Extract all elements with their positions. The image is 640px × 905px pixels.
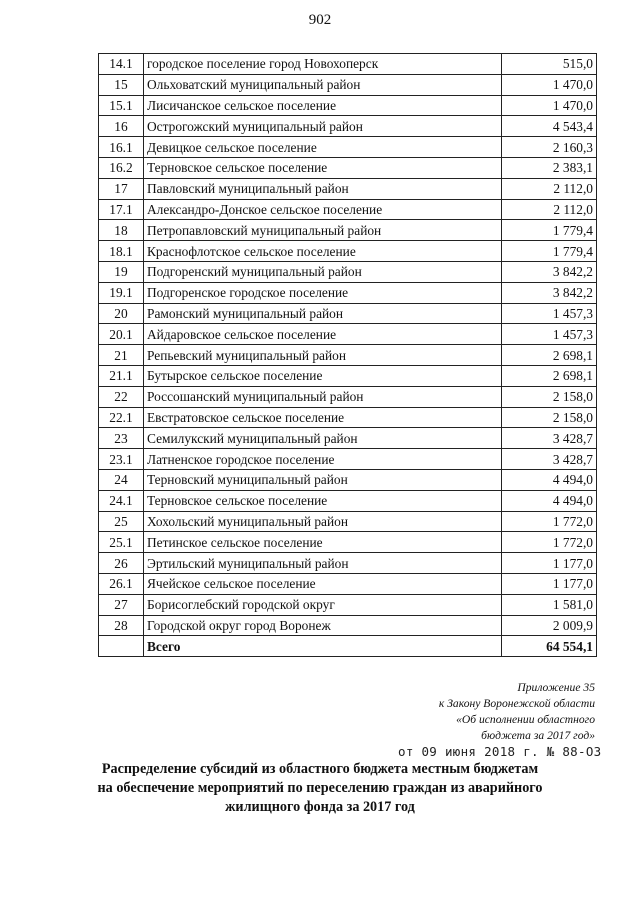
row-amount: 2 009,9 (502, 615, 597, 636)
table-row (99, 428, 597, 449)
row-amount: 2 698,1 (502, 365, 597, 386)
row-name: Хохольский муниципальный район (144, 511, 502, 532)
row-name: Ольховатский муниципальный район (144, 74, 502, 95)
row-number: 22 (99, 386, 144, 407)
row-number: 20 (99, 303, 144, 324)
table-row (99, 615, 597, 636)
row-number: 21 (99, 345, 144, 366)
table-row (99, 365, 597, 386)
table-row (99, 95, 597, 116)
appendix-note (439, 680, 595, 744)
row-number: 19 (99, 261, 144, 282)
table-row (99, 594, 597, 615)
appendix-law: к Закону Воронежской области (438, 697, 595, 710)
row-number: 19.1 (99, 282, 144, 303)
row-amount: 3 428,7 (502, 428, 597, 449)
row-number: 22.1 (99, 407, 144, 428)
heading-line-3: жилищного фонда за 2017 год (225, 799, 415, 815)
table-row (99, 469, 597, 490)
row-number (99, 636, 144, 657)
row-number: 23.1 (99, 449, 144, 470)
row-amount: 1 779,4 (502, 220, 597, 241)
row-number: 16.1 (99, 137, 144, 158)
row-name: Терновский муниципальный район (144, 469, 502, 490)
row-number: 18.1 (99, 241, 144, 262)
row-number: 26 (99, 553, 144, 574)
row-amount: 3 428,7 (502, 449, 597, 470)
row-number: 16 (99, 116, 144, 137)
appendix-title: Приложение 35 (517, 681, 595, 694)
heading-line-2: на обеспечение мероприятий по переселению граждан из аварийного (97, 780, 543, 796)
row-name: Петинское сельское поселение (144, 532, 502, 553)
row-name: Евстратовское сельское поселение (144, 407, 502, 428)
row-number: 26.1 (99, 573, 144, 594)
row-amount: 1 457,3 (502, 324, 597, 345)
subsidy-table (98, 53, 597, 657)
table-row (99, 220, 597, 241)
row-number: 25.1 (99, 532, 144, 553)
table-row (99, 74, 597, 95)
row-number: 17.1 (99, 199, 144, 220)
row-amount: 2 160,3 (502, 137, 597, 158)
row-name: Острогожский муниципальный район (144, 116, 502, 137)
table-row (99, 241, 597, 262)
table-row (99, 345, 597, 366)
table-row (99, 324, 597, 345)
row-number: 15 (99, 74, 144, 95)
appendix-law-name-cont: бюджета за 2017 год» (481, 729, 595, 742)
table-row (99, 303, 597, 324)
row-name: Девицкое сельское поселение (144, 137, 502, 158)
section-heading (0, 760, 640, 817)
row-number: 24 (99, 469, 144, 490)
appendix-law-name: «Об исполнении областного (456, 713, 595, 726)
row-name: Бутырское сельское поселение (144, 365, 502, 386)
row-amount: 4 494,0 (502, 490, 597, 511)
row-number: 21.1 (99, 365, 144, 386)
row-amount: 2 698,1 (502, 345, 597, 366)
row-name: Латненское городское поселение (144, 449, 502, 470)
row-number: 24.1 (99, 490, 144, 511)
row-amount: 64 554,1 (502, 636, 597, 657)
row-amount: 4 543,4 (502, 116, 597, 137)
row-amount: 1 581,0 (502, 594, 597, 615)
row-amount: 1 470,0 (502, 95, 597, 116)
table-row (99, 490, 597, 511)
row-name: Лисичанское сельское поселение (144, 95, 502, 116)
row-number: 15.1 (99, 95, 144, 116)
table-row (99, 407, 597, 428)
row-name: Борисоглебский городской округ (144, 594, 502, 615)
row-number: 23 (99, 428, 144, 449)
row-number: 25 (99, 511, 144, 532)
row-amount: 2 383,1 (502, 157, 597, 178)
row-amount: 3 842,2 (502, 261, 597, 282)
table-body (99, 54, 597, 657)
row-name: Городской округ город Воронеж (144, 615, 502, 636)
row-name: Александро-Донское сельское поселение (144, 199, 502, 220)
table-row (99, 553, 597, 574)
table-row (99, 157, 597, 178)
table-row (99, 178, 597, 199)
row-name: Краснофлотское сельское поселение (144, 241, 502, 262)
table-row (99, 54, 597, 75)
row-amount: 3 842,2 (502, 282, 597, 303)
row-number: 18 (99, 220, 144, 241)
table-row (99, 137, 597, 158)
row-amount: 2 158,0 (502, 407, 597, 428)
row-amount: 2 158,0 (502, 386, 597, 407)
table-row (99, 532, 597, 553)
table-row (99, 449, 597, 470)
row-name: Павловский муниципальный район (144, 178, 502, 199)
table-row (99, 511, 597, 532)
row-name: Россошанский муниципальный район (144, 386, 502, 407)
row-number: 14.1 (99, 54, 144, 75)
table-row (99, 573, 597, 594)
page-number: 902 (308, 12, 332, 28)
row-name: Подгоренский муниципальный район (144, 261, 502, 282)
row-name: Репьевский муниципальный район (144, 345, 502, 366)
row-amount: 515,0 (502, 54, 597, 75)
row-number: 27 (99, 594, 144, 615)
row-amount: 1 470,0 (502, 74, 597, 95)
row-amount: 2 112,0 (502, 178, 597, 199)
row-name: Эртильский муниципальный район (144, 553, 502, 574)
row-name: городское поселение город Новохоперск (144, 54, 502, 75)
row-amount: 1 457,3 (502, 303, 597, 324)
row-amount: 1 772,0 (502, 532, 597, 553)
row-name: Айдаровское сельское поселение (144, 324, 502, 345)
row-name: Петропавловский муниципальный район (144, 220, 502, 241)
row-amount: 1 772,0 (502, 511, 597, 532)
table-row (99, 261, 597, 282)
row-name: Терновское сельское поселение (144, 490, 502, 511)
row-name: Всего (144, 636, 502, 657)
row-amount: 2 112,0 (502, 199, 597, 220)
table-row (99, 386, 597, 407)
row-name: Подгоренское городское поселение (144, 282, 502, 303)
heading-line-1: Распределение субсидий из областного бюджета местным бюджетам (101, 761, 539, 777)
table-row (99, 199, 597, 220)
total-row (99, 636, 597, 657)
row-number: 28 (99, 615, 144, 636)
row-number: 17 (99, 178, 144, 199)
row-amount: 4 494,0 (502, 469, 597, 490)
row-name: Семилукский муниципальный район (144, 428, 502, 449)
row-amount: 1 177,0 (502, 573, 597, 594)
table-row (99, 116, 597, 137)
law-date-stamp: от 09 июня 2018 г. № 88-ОЗ (398, 744, 602, 759)
row-number: 16.2 (99, 157, 144, 178)
row-name: Рамонский муниципальный район (144, 303, 502, 324)
row-amount: 1 177,0 (502, 553, 597, 574)
row-number: 20.1 (99, 324, 144, 345)
row-name: Ячейское сельское поселение (144, 573, 502, 594)
table-row (99, 282, 597, 303)
row-name: Терновское сельское поселение (144, 157, 502, 178)
row-amount: 1 779,4 (502, 241, 597, 262)
